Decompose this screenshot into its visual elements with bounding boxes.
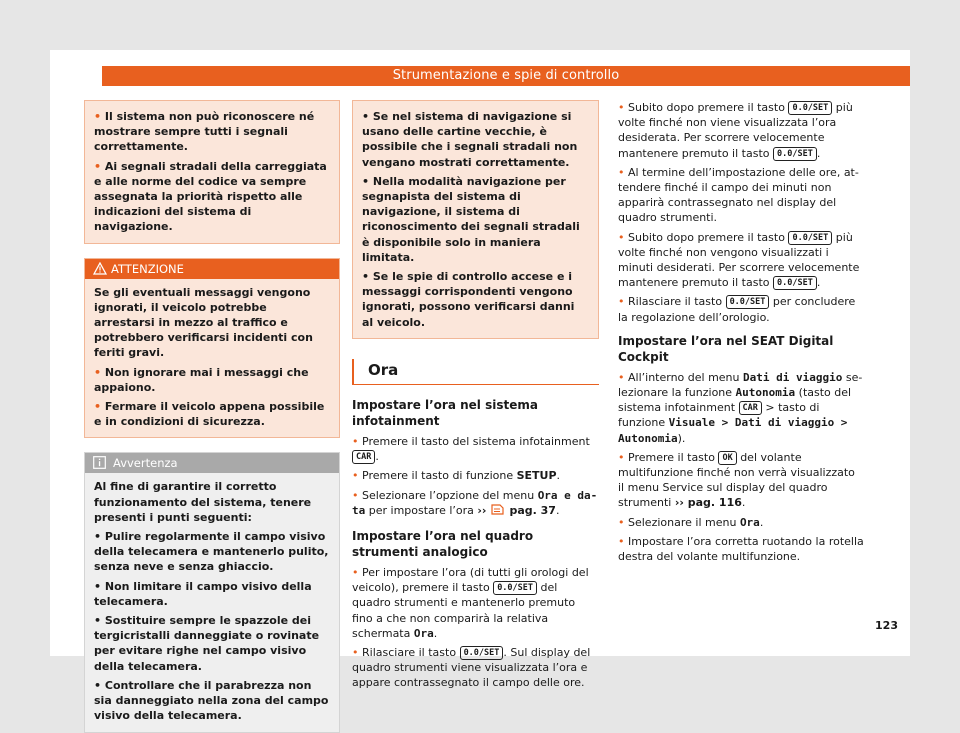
bullet: • (352, 488, 359, 502)
list-item: • Controllare che il parabrezza non sia danneggiato nella zona del campo visivo della telecamera. (94, 678, 329, 723)
column-middle (352, 100, 599, 695)
set-key-icon: 0.0/SET (773, 147, 817, 161)
setup-label: SETUP (516, 469, 557, 483)
column-left (84, 100, 340, 733)
list-item: • Pulire regolarmente il campo visivo della telecamera e mantenerlo pulito, senza neve e senza ghiaccio. (94, 530, 329, 574)
set-key-icon: 0.0/SET (773, 276, 817, 290)
page-ref[interactable]: ›› pag. 116 (674, 496, 742, 510)
list-item: • Impostare l’ora corretta ruotando la rotella destra del volante multifunzione. (618, 534, 864, 564)
menu-path: Visuale > Dati di viaggio > Autonomia (618, 416, 848, 445)
note-body (85, 473, 339, 731)
bullet: • (94, 159, 102, 173)
column-right (618, 100, 864, 568)
page-number: 123 (875, 619, 898, 632)
bullet: • (618, 230, 625, 244)
section-title: Ora (352, 359, 599, 385)
set-key-icon: 0.0/SET (726, 295, 770, 309)
page-header: Strumentazione e spie di controllo (102, 66, 910, 86)
page-ref[interactable]: pag. 37 (509, 503, 556, 517)
warning-body (85, 279, 339, 438)
note-box (84, 452, 340, 732)
bullet: • (94, 678, 102, 692)
car-key-icon: CAR (352, 450, 375, 464)
list-item: • Rilasciare il tasto 0.0/SET per concludere la regolazione dell’orologio. (618, 295, 856, 324)
list-item: • Fermare il veicolo appena possibile e in condizioni di sicurezza. (94, 400, 325, 429)
subsection-title: Impostare l’ora nel sistema infotainment (352, 398, 538, 429)
list-item: • Ai segnali stradali della carreggiata e alle norme del codice va sempre assegnata la priorità rispetto alle indicazioni del sistema di navigazione. (94, 159, 327, 234)
set-key-icon: 0.0/SET (788, 231, 832, 245)
set-key-icon: 0.0/SET (493, 581, 537, 595)
list-item: • Selezionare l’opzione del menu Ora e data per impostare l’ora ›› pag. 37. (352, 488, 598, 517)
warning-header (85, 259, 339, 279)
menu-label: Ora e data (352, 488, 598, 517)
car-key-icon: CAR (739, 401, 762, 415)
function-label: Autonomia (735, 386, 796, 400)
list-item: • Sostituire sempre le spazzole dei tergicristalli danneggiate o rovinate per evitare righe nel campo visivo della telecamera. (94, 614, 320, 673)
list-item: • Non ignorare mai i messaggi che appaiono. (94, 365, 309, 394)
bullet: • (362, 174, 370, 188)
subsection-title: Impostare l’ora nel quadro strumenti analogico (352, 529, 534, 560)
list-item: • Selezionare il menu Ora. (618, 515, 764, 529)
bullet: • (362, 110, 370, 123)
bullet: • (618, 165, 625, 179)
info-icon (93, 456, 106, 469)
page-ref-icon (490, 503, 506, 515)
bullet: • (352, 566, 359, 580)
list-item: • Subito dopo premere il tasto 0.0/SET più volte finché non viene visualizzata l’ora desiderata. Per scorrere velocemente mantenere premuto il tasto 0.0/SET . (618, 101, 853, 160)
bullet: • (618, 295, 625, 309)
bullet: • (94, 400, 102, 414)
page (50, 50, 910, 723)
list-item: • Premere il tasto OK del volante multifunzione finché non verrà visualizzato il menu Service sul display del quadro strumenti ›› pag. 116. (618, 450, 855, 510)
list-item: • All’interno del menu Dati di viaggio selezionare la funzione Autonomia (tasto del sistema infotainment CAR > tasto di funzione Visuale > Dati di viaggio > Autonomia). (618, 370, 863, 445)
list-item: • Non limitare il campo visivo della telecamera. (94, 579, 312, 608)
list-item: • Se nel sistema di navigazione si usano delle cartine vecchie, è possibile che i segnali stradali non vengano mostrati correttamente. (362, 110, 578, 169)
ref-arrow: ›› (477, 503, 487, 517)
note-intro: Al fine di garantire il corretto funzionamento del sistema, tenere presenti i punti seguenti: (94, 480, 312, 524)
bullet: • (94, 530, 102, 544)
warning-intro: Se gli eventuali messaggi vengono ignorati, il veicolo potrebbe arrestarsi in mezzo al traffico e potrebbero verificarsi incidenti con feriti gravi. (94, 285, 313, 360)
info-box (352, 100, 599, 339)
bullet: • (618, 515, 625, 529)
screen-label: Ora (413, 626, 434, 640)
bullet: • (352, 646, 359, 660)
list-item: • Subito dopo premere il tasto 0.0/SET più volte finché non vengono visualizzati i minuti desiderati. Per scorrere velocemente mantenere premuto il tasto 0.0/SET . (618, 230, 860, 290)
list-item: • Rilasciare il tasto 0.0/SET . Sul display del quadro strumenti viene visualizzata l’ora e appare contrassegnato il campo delle ore. (352, 646, 591, 690)
bullet: • (352, 435, 359, 449)
list-item: • Se le spie di controllo accese e i messaggi corrispondenti vengono ignorati, possono verificarsi danni al veicolo. (362, 270, 575, 329)
menu-label: Ora (739, 515, 760, 529)
menu-label: Dati di viaggio (743, 370, 843, 384)
bullet: • (618, 101, 625, 114)
ok-key-icon: OK (718, 451, 736, 465)
list-item: • Nella modalità navigazione per segnapista del sistema di navigazione, il sistema di riconoscimento dei segnali stradali è disponibile solo in maniera limitata. (362, 174, 580, 264)
bullet: • (362, 270, 370, 284)
info-box (84, 100, 340, 244)
bullet: • (618, 450, 625, 464)
note-title: Avvertenza (113, 456, 178, 471)
note-header (85, 453, 339, 473)
warning-box (84, 258, 340, 439)
list-item: • Al termine dell’impostazione delle ore, attendere finché il campo dei minuti non apparirà contrassegnato nel display del quadro strumenti. (618, 165, 859, 225)
list-item: • Premere il tasto del sistema infotainment CAR . (352, 435, 590, 464)
bullet: • (94, 614, 102, 628)
warning-title: ATTENZIONE (111, 261, 184, 276)
list-item: • Premere il tasto di funzione SETUP. (352, 469, 561, 483)
bullet: • (618, 370, 625, 384)
list-item: • Per impostare l’ora (di tutti gli orologi del veicolo), premere il tasto 0.0/SET del quadro strumenti e mantenerlo premuto fino a che non comparirà la relativa schermata Ora. (352, 566, 589, 640)
bullet: • (94, 365, 102, 379)
bullet: • (94, 579, 102, 593)
subsection-title: Impostare l’ora nel SEAT Digital Cockpit (618, 333, 834, 364)
list-item: • Il sistema non può riconoscere né mostrare sempre tutti i segnali correttamente. (94, 110, 315, 154)
set-key-icon: 0.0/SET (788, 101, 832, 115)
bullet: • (618, 534, 625, 548)
bullet: • (94, 110, 102, 123)
warning-triangle-icon (93, 262, 107, 275)
set-key-icon: 0.0/SET (460, 646, 504, 660)
bullet: • (352, 469, 359, 483)
